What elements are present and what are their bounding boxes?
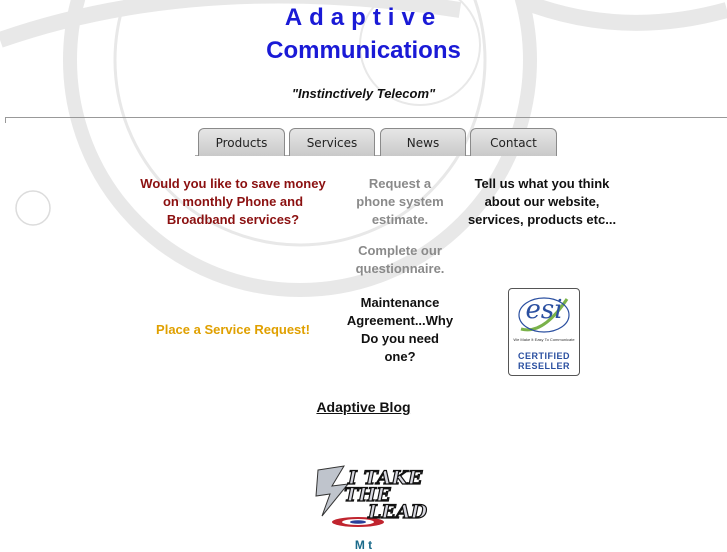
lightning-bolt-icon <box>314 464 438 528</box>
header-divider-tick <box>5 117 6 123</box>
tagline: "Instinctively Telecom" <box>291 86 436 101</box>
feedback-link[interactable] <box>462 175 622 229</box>
save-money-line1: Would you like to save money <box>140 176 326 191</box>
save-money-line3: Broadband services? <box>166 212 300 227</box>
feedback-line2: about our website, <box>484 194 600 209</box>
request-estimate-line3: estimate. <box>371 212 429 227</box>
reseller-label: RESELLER <box>517 361 570 371</box>
maintenance-line4: one? <box>384 349 416 364</box>
i-take-the-lead-image[interactable] <box>314 464 438 528</box>
maintenance-agreement-link[interactable] <box>340 294 460 366</box>
tab-services[interactable]: Services <box>289 128 375 156</box>
feedback-line3: services, products etc... <box>467 212 617 227</box>
site-title-communications: Communications <box>266 37 461 64</box>
feedback-line1: Tell us what you think <box>474 176 610 191</box>
service-request-link[interactable]: Place a Service Request! <box>156 322 310 337</box>
request-estimate-line2: phone system <box>356 194 444 209</box>
site-title-adaptive: Adaptive <box>284 4 443 31</box>
lead-line2: THE <box>344 484 391 506</box>
save-money-link[interactable] <box>128 175 338 229</box>
questionnaire-line2: questionnaire. <box>355 261 445 276</box>
questionnaire-line1: Complete our <box>358 243 442 258</box>
header-divider <box>5 117 727 118</box>
adaptive-blog-link[interactable]: Adaptive Blog <box>316 399 411 415</box>
tab-contact[interactable]: Contact <box>470 128 557 156</box>
esi-slogan: We Make It Easy To Communicate <box>513 337 575 342</box>
request-estimate-link[interactable] <box>340 175 460 229</box>
request-estimate-line1: Request a <box>368 176 432 191</box>
esi-logo-text: esi <box>525 295 563 325</box>
bottom-partial-link[interactable]: M t <box>354 538 373 552</box>
certified-label: CERTIFIED <box>517 351 570 361</box>
save-money-line2: on monthly Phone and <box>162 194 304 209</box>
tab-products[interactable]: Products <box>198 128 285 156</box>
maintenance-line3: Do you need <box>360 331 439 346</box>
esi-certified-reseller-badge[interactable] <box>508 288 580 376</box>
questionnaire-link[interactable] <box>340 242 460 278</box>
maintenance-line2: Agreement...Why <box>346 313 454 328</box>
esi-certified-text <box>509 351 579 371</box>
lead-line1: I TAKE <box>348 467 423 489</box>
lead-line3: LEAD <box>368 501 428 523</box>
maintenance-line1: Maintenance <box>360 295 440 310</box>
tab-news[interactable]: News <box>380 128 466 156</box>
